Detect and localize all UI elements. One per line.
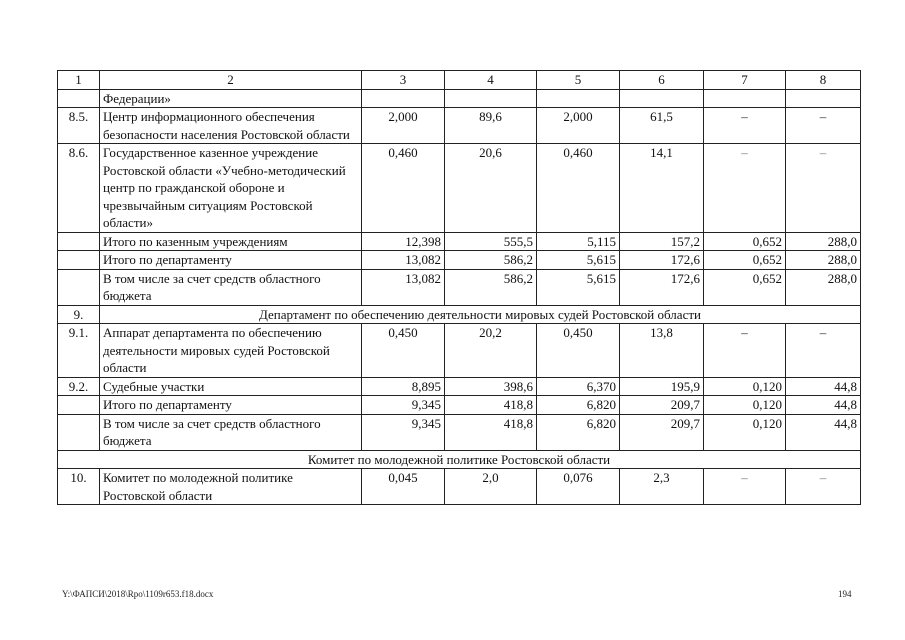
table-row-9-2 xyxy=(58,377,861,396)
section-title: Комитет по молодежной политике Ростовской области xyxy=(58,450,861,469)
col4-value: 398,6 xyxy=(445,377,537,396)
row-name: Аппарат департамента по обеспечению деятельности мировых судей Ростовской области xyxy=(100,324,362,378)
col3-value: 2,000 xyxy=(362,108,445,144)
header-cell: 3 xyxy=(362,71,445,90)
col6-value: 157,2 xyxy=(620,232,704,251)
col5-value: 2,000 xyxy=(537,108,620,144)
header-cell: 8 xyxy=(786,71,861,90)
col5-value: 6,820 xyxy=(537,414,620,450)
col6-value: 172,6 xyxy=(620,269,704,305)
col3-value: 9,345 xyxy=(362,396,445,415)
footer-file-path: Y:\ФАПСИ\2018\Rpo\1109r653.f18.docx xyxy=(62,589,214,599)
empty-cell xyxy=(537,89,620,108)
col7-value: 0,120 xyxy=(704,396,786,415)
col3-value: 9,345 xyxy=(362,414,445,450)
col3-value: 13,082 xyxy=(362,251,445,270)
table-row-9-1 xyxy=(58,324,861,378)
col4-value: 89,6 xyxy=(445,108,537,144)
col6-value: 2,3 xyxy=(620,469,704,505)
row-name: В том числе за счет средств областного бюджета xyxy=(100,269,362,305)
col6-value: 14,1 xyxy=(620,144,704,233)
table-row-total-kazen xyxy=(58,232,861,251)
header-cell: 2 xyxy=(100,71,362,90)
col8-value: – xyxy=(786,144,861,233)
table-row-8-5 xyxy=(58,108,861,144)
row-name: Итого по казенным учреждениям xyxy=(100,232,362,251)
row-number xyxy=(58,414,100,450)
col5-value: 6,820 xyxy=(537,396,620,415)
col3-value: 8,895 xyxy=(362,377,445,396)
row-number: 9.2. xyxy=(58,377,100,396)
col8-value: 288,0 xyxy=(786,269,861,305)
table-row-continuation xyxy=(58,89,861,108)
col5-value: 5,615 xyxy=(537,269,620,305)
row-name: Центр информационного обеспечения безопасности населения Ростовской области xyxy=(100,108,362,144)
col5-value: 0,076 xyxy=(537,469,620,505)
col3-value: 13,082 xyxy=(362,269,445,305)
row-name: Федерации» xyxy=(100,89,362,108)
row-number: 9.1. xyxy=(58,324,100,378)
header-cell: 4 xyxy=(445,71,537,90)
col8-value: – xyxy=(786,108,861,144)
col6-value: 195,9 xyxy=(620,377,704,396)
col4-value: 555,5 xyxy=(445,232,537,251)
table-row-total-department-8 xyxy=(58,251,861,270)
col8-value: – xyxy=(786,469,861,505)
empty-cell xyxy=(362,89,445,108)
row-number: 10. xyxy=(58,469,100,505)
col7-value: 0,652 xyxy=(704,251,786,270)
col5-value: 0,460 xyxy=(537,144,620,233)
col3-value: 12,398 xyxy=(362,232,445,251)
col3-value: 0,460 xyxy=(362,144,445,233)
row-number xyxy=(58,89,100,108)
col4-value: 418,8 xyxy=(445,396,537,415)
header-cell: 5 xyxy=(537,71,620,90)
col6-value: 209,7 xyxy=(620,414,704,450)
row-name: Комитет по молодежной политике Ростовской области xyxy=(100,469,362,505)
row-number: 8.6. xyxy=(58,144,100,233)
col8-value: 44,8 xyxy=(786,414,861,450)
col7-value: 0,652 xyxy=(704,232,786,251)
row-name: Итого по департаменту xyxy=(100,396,362,415)
col6-value: 209,7 xyxy=(620,396,704,415)
col3-value: 0,450 xyxy=(362,324,445,378)
col6-value: 172,6 xyxy=(620,251,704,270)
empty-cell xyxy=(620,89,704,108)
section-title: Департамент по обеспечению деятельности мировых судей Ростовской области xyxy=(100,305,861,324)
col7-value: – xyxy=(704,108,786,144)
col5-value: 0,450 xyxy=(537,324,620,378)
header-cell: 1 xyxy=(58,71,100,90)
col6-value: 13,8 xyxy=(620,324,704,378)
row-number xyxy=(58,251,100,270)
col7-value: – xyxy=(704,469,786,505)
table-section-10 xyxy=(58,450,861,469)
col8-value: 44,8 xyxy=(786,377,861,396)
col6-value: 61,5 xyxy=(620,108,704,144)
row-number xyxy=(58,396,100,415)
empty-cell xyxy=(704,89,786,108)
section-number: 9. xyxy=(58,305,100,324)
row-number xyxy=(58,232,100,251)
col4-value: 20,2 xyxy=(445,324,537,378)
table-row-total-budget-9 xyxy=(58,414,861,450)
col4-value: 418,8 xyxy=(445,414,537,450)
header-cell: 6 xyxy=(620,71,704,90)
row-name: Государственное казенное учреждение Ростовской области «Учебно-методический центр по гражданской обороне и чрезвычайным ситуациям Ростовской области» xyxy=(100,144,362,233)
row-name: В том числе за счет средств областного бюджета xyxy=(100,414,362,450)
col8-value: – xyxy=(786,324,861,378)
empty-cell xyxy=(445,89,537,108)
col8-value: 44,8 xyxy=(786,396,861,415)
table-row-8-6 xyxy=(58,144,861,233)
table-row-total-budget-8 xyxy=(58,269,861,305)
table-header-row xyxy=(58,71,861,90)
col7-value: 0,120 xyxy=(704,414,786,450)
row-number: 8.5. xyxy=(58,108,100,144)
col8-value: 288,0 xyxy=(786,232,861,251)
table-row-total-department-9 xyxy=(58,396,861,415)
row-number xyxy=(58,269,100,305)
row-name: Судебные участки xyxy=(100,377,362,396)
page-number: 194 xyxy=(838,589,852,599)
col7-value: – xyxy=(704,144,786,233)
empty-cell xyxy=(786,89,861,108)
col4-value: 20,6 xyxy=(445,144,537,233)
col4-value: 2,0 xyxy=(445,469,537,505)
header-cell: 7 xyxy=(704,71,786,90)
col7-value: 0,120 xyxy=(704,377,786,396)
col4-value: 586,2 xyxy=(445,269,537,305)
data-table xyxy=(57,70,861,505)
col4-value: 586,2 xyxy=(445,251,537,270)
table-row-10 xyxy=(58,469,861,505)
col7-value: 0,652 xyxy=(704,269,786,305)
table-section-9 xyxy=(58,305,861,324)
col3-value: 0,045 xyxy=(362,469,445,505)
col5-value: 5,615 xyxy=(537,251,620,270)
col5-value: 5,115 xyxy=(537,232,620,251)
row-name: Итого по департаменту xyxy=(100,251,362,270)
col7-value: – xyxy=(704,324,786,378)
col5-value: 6,370 xyxy=(537,377,620,396)
col8-value: 288,0 xyxy=(786,251,861,270)
